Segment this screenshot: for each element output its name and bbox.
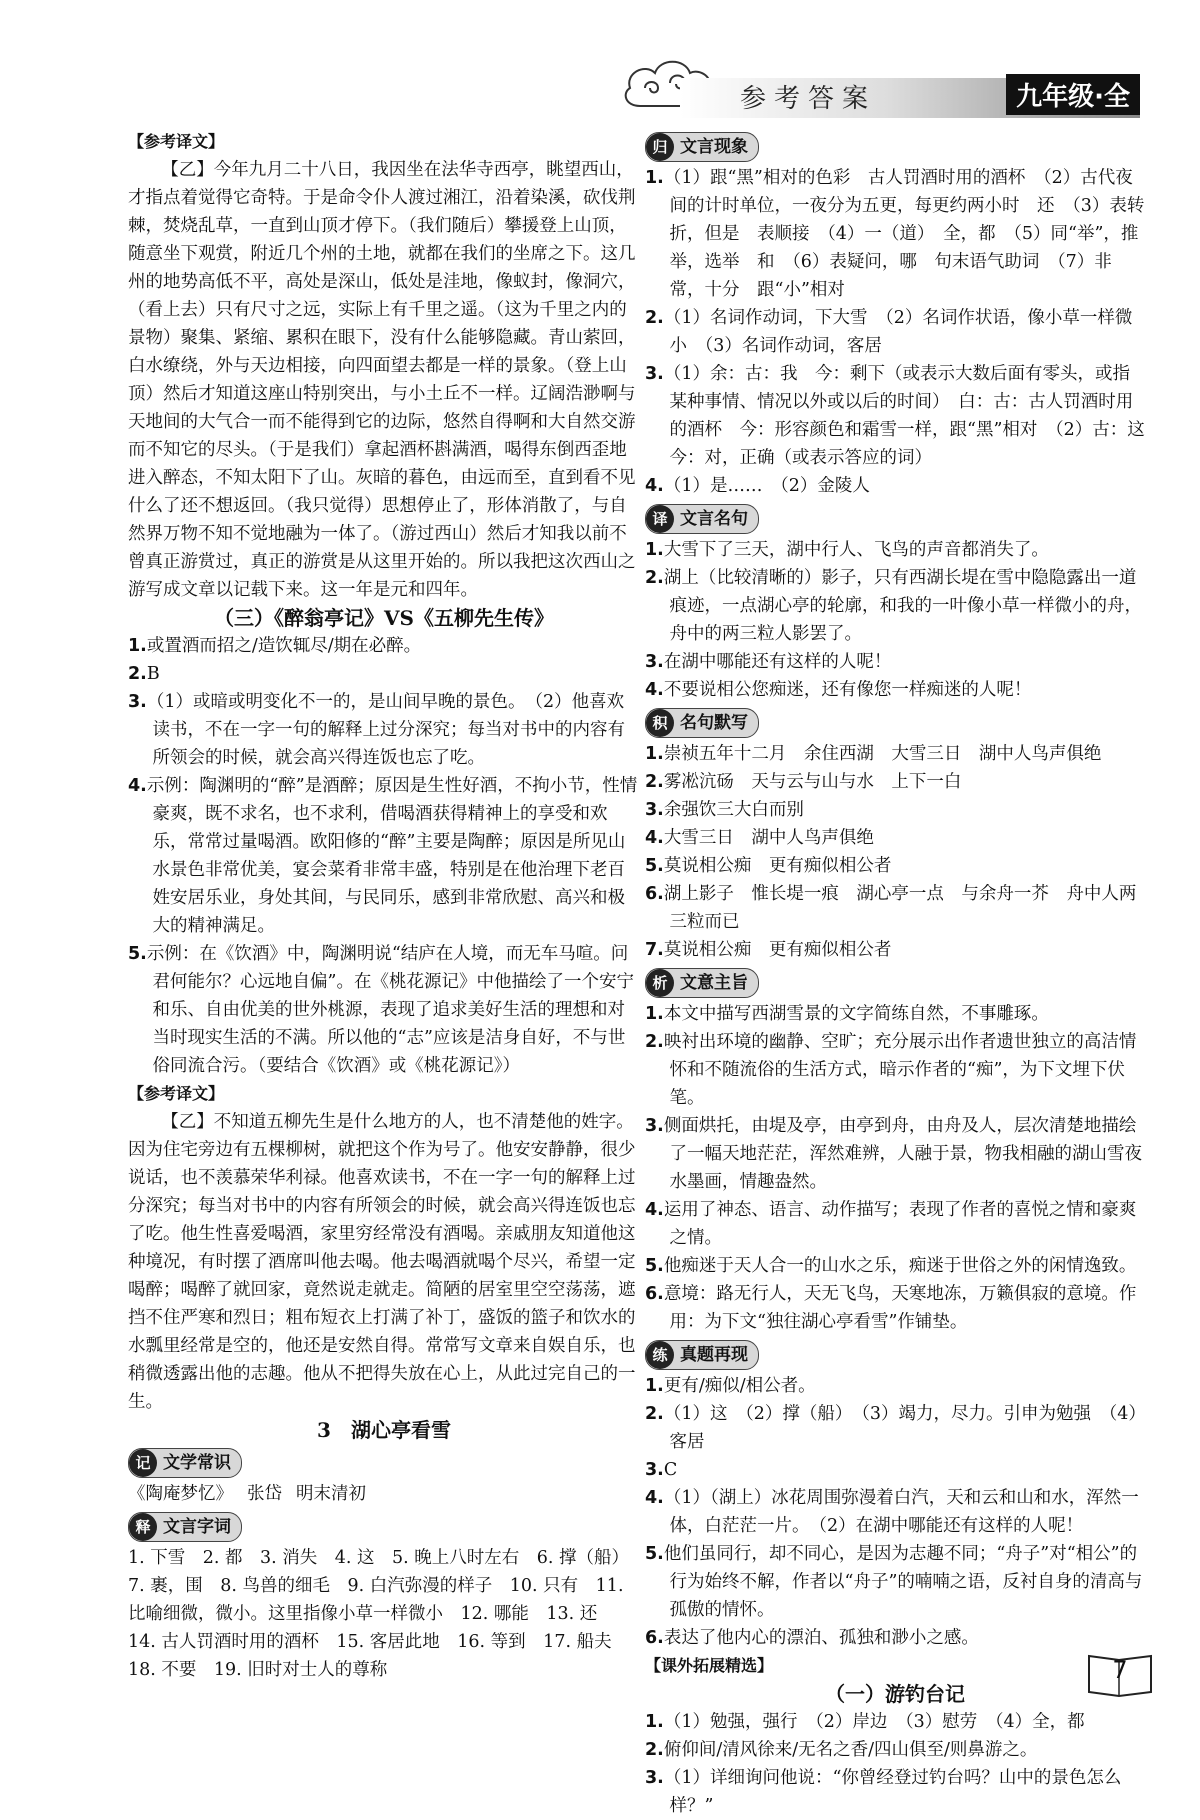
answer-item: 7.莫说相公痴 更有痴似相公者 [645,940,892,960]
answer-item: 3.（1）详细询问他说：“你曾经登过钓台吗？山中的景色怎么样？” [645,1768,1122,1816]
right-column [645,128,1163,1820]
badge-icon: 释 [129,1513,157,1541]
page-number: 7 [1085,1650,1155,1700]
answer-item: 1.或置酒而招之/造饮辄尽/期在必醉。 [128,636,422,656]
answer-list [128,632,640,1080]
translation-label: 【参考译文】 [128,132,225,151]
answer-item: 3.在湖中哪能还有这样的人呢！ [645,652,892,672]
badge-icon: 归 [646,133,674,161]
answer-item: 1.更有/痴似/相公者。 [645,1376,816,1396]
answer-item: 6.湖上影子 惟长堤一痕 湖心亭一点 与余舟一芥 舟中人两三粒而已 [645,884,1137,932]
lesson-title: 3 湖心亭看雪 [317,1418,451,1442]
answer-item: 6.表达了他内心的漂泊、孤独和渺小之感。 [645,1628,979,1648]
section-badge: 释 文言字词 [128,1512,242,1542]
left-column [128,128,640,1684]
answer-item: 4.不要说相公您痴迷，还有像您一样痴迷的人呢！ [645,680,1032,700]
section-badge: 归 文言现象 [645,132,759,162]
answer-item: 1.（1）跟“黑”相对的色彩 古人罚酒时用的酒杯 （2）古代夜间的计时单位，一夜分为五更，每更约两小时 还 （3）表转折，但是 表顺接 （4）一（道） 全，都 （5）同“举”，推举，选举 和 （6）表疑问，哪 句末语气助词 （7）非常，十分 跟“小”相对 [645,168,1145,300]
badge-icon: 积 [646,709,674,737]
answer-item: 3.（1）余：古：我 今：剩下（或表示大数后面有零头，或指某种事情、情况以外或以后的时间） 白：古：古人罚酒时用的酒杯 今：形容颜色和霜雪一样，跟“黑”相对 （2）古：这 今：对，正确（或表示答应的词） [645,364,1163,468]
answer-item: 2.（1）这 （2）撑（船） （3）竭力，尽力。引申为勉强 （4）客居 [645,1404,1138,1452]
literature-facts: 《陶庵梦忆》 张岱 明末清初 [128,1484,366,1504]
section-badge: 记 文学常识 [128,1448,242,1478]
grade-badge: 九年级·全 [1006,74,1140,115]
answer-item: 2.俯仰间/清风徐来/无名之香/四山俱至/则鼻游之。 [645,1740,1038,1760]
header-title: 参考答案 [740,84,877,114]
answer-item: 5.他痴迷于天人合一的山水之乐，痴迷于世俗之外的闲情逸致。 [645,1256,1137,1276]
section-badge: 译 文言名句 [645,504,759,534]
answer-item: 6.意境：路无行人，天无飞鸟，天寒地冻，万籁俱寂的意境。作用：为下文“独往湖心亭看雪”作铺垫。 [645,1284,1137,1332]
answer-item: 4.大雪三日 湖中人鸟声俱绝 [645,828,874,848]
translation-label: 【参考译文】 [128,1084,225,1103]
section-badge: 练 真题再现 [645,1340,759,1370]
answer-item: 5.莫说相公痴 更有痴似相公者 [645,856,892,876]
answer-item: 3.余强饮三大白而别 [645,800,804,820]
badge-icon: 析 [646,969,674,997]
answer-item: 2.映衬出环境的幽静、空旷；充分展示出作者遗世独立的高洁情怀和不随流俗的生活方式，暗示作者的“痴”，为下文埋下伏笔。 [645,1032,1137,1108]
page-header [620,48,1140,118]
badge-icon: 练 [646,1341,674,1369]
answer-item: 1.本文中描写西湖雪景的文字简练自然，不事雕琢。 [645,1004,1049,1024]
word-answers: 1. 下雪 2. 都 3. 消失 4. 这 5. 晚上八时左右 6. 撑（船） 7. 裹，围 8. 鸟兽的细毛 9. 白汽弥漫的样子 10. 只有 11. 比喻细微，微小。这里指像小草一样微小 12. 哪能 13. 还 14. 古人罚酒时用的酒杯 15. 客居此地 16. 等到 17. 船夫 18. 不要 19. 旧时对士人的尊称 [128,1548,638,1680]
answer-item: 4.运用了神态、语言、动作描写；表现了作者的喜悦之情和豪爽之情。 [645,1200,1137,1248]
answer-item: 5.示例：在《饮酒》中，陶渊明说“结庐在人境，而无车马喧。问君何能尔？心远地自偏”。在《桃花源记》中他描绘了一个安宁和乐、自由优美的世外桃源，表现了追求美好生活的理想和对当时现实生活的不满。所以他的“志”应该是洁身自好，不与世俗同流合污。（要结合《饮酒》或《桃花源记》） [128,944,634,1076]
answer-item: 1.大雪下了三天，湖中行人、飞鸟的声音都消失了。 [645,540,1049,560]
answer-item: 1.（1）勉强，强行 （2）岸边 （3）慰劳 （4）全，都 [645,1712,1085,1732]
answer-item: 4.示例：陶渊明的“醉”是酒醉；原因是生性好酒，不拘小节，性情豪爽，既不求名，也不求利，借喝酒获得精神上的享受和欢乐，常常过量喝酒。欧阳修的“醉”主要是陶醉；原因是所见山水景色非常优美，宴会菜肴非常丰盛，特别是在他治理下老百姓安居乐业，身处其间，与民同乐，感到非常欣慰、高兴和极大的精神满足。 [128,776,638,936]
section-badge: 积 名句默写 [645,708,759,738]
translation-text: 【乙】不知道五柳先生是什么地方的人，也不清楚他的姓字。因为住宅旁边有五棵柳树，就把这个作为号了。他安安静静，很少说话，也不羡慕荣华利禄。他喜欢读书，不在一字一句的解释上过分深究；每当对书中的内容有所领会的时候，就会高兴得连饭也忘了吃。他生性喜爱喝酒，家里穷经常没有酒喝。亲戚朋友知道他这种境况，有时摆了酒席叫他去喝。他去喝酒就喝个尽兴，希望一定喝醉；喝醉了就回家，竟然说走就走。简陋的居室里空空荡荡，遮挡不住严寒和烈日；粗布短衣上打满了补丁，盛饭的篮子和饮水的水瓢里经常是空的，他还是安然自得。常常写文章来自娱自乐，也稍微透露出他的志趣。他从不把得失放在心上，从此过完自己的一生。 [128,1112,636,1412]
answer-item: 3.（1）或暗或明变化不一的，是山间早晚的景色。 （2）他喜欢读书，不在一字一句的解释上过分深究；每当对书中的内容有所领会的时候，就会高兴得连饭也忘了吃。 [128,692,625,768]
answer-item: 2.B [128,664,160,684]
answer-item: 2.（1）名词作动词，下大雪 （2）名词作状语，像小草一样微小 （3）名词作动词，客居 [645,308,1133,356]
section-title: （一）游钓台记 [825,1682,965,1706]
answer-item: 1.崇祯五年十二月 余住西湖 大雪三日 湖中人鸟声俱绝 [645,744,1102,764]
answer-item: 5.他们虽同行，却不同心，是因为志趣不同；“舟子”对“相公”的行为始终不解，作者以“舟子”的喃喃之语，反衬自身的清高与孤傲的情怀。 [645,1544,1143,1620]
answer-item: 2.雾凇沆砀 天与云与山与水 上下一白 [645,772,962,792]
answer-item: 3.侧面烘托，由堤及亭，由亭到舟，由舟及人，层次清楚地描绘了一幅天地茫茫，浑然难辨，人融于景，物我相融的湖山雪夜水墨画，情趣盎然。 [645,1116,1142,1192]
section-title: （三）《醉翁亭记》VS《五柳先生传》 [214,606,554,630]
section-badge: 析 文意主旨 [645,968,759,998]
answer-item: 2.湖上（比较清晰的）影子，只有西湖长堤在雪中隐隐露出一道痕迹，一点湖心亭的轮廓，和我的一叶像小草一样微小的舟，舟中的两三粒人影罢了。 [645,568,1142,644]
answer-item: 3.C [645,1460,678,1480]
answer-item: 4.（1）是…… （2）金陵人 [645,476,870,496]
translation-text: 【乙】今年九月二十八日，我因坐在法华寺西亭，眺望西山，才指点着觉得它奇特。于是命令仆人渡过湘江，沿着染溪，砍伐荆棘，焚烧乱草，一直到山顶才停下。（我们随后）攀援登上山顶，随意坐下观赏，附近几个州的土地，就都在我们的坐席之下。这几州的地势高低不平，高处是深山，低处是洼地，像蚁封，像洞穴，（看上去）只有尺寸之远，实际上有千里之遥。（这为千里之内的景物）聚集、紧缩、累积在眼下，没有什么能够隐藏。青山萦回，白水缭绕，外与天边相接，向四面望去都是一样的景象。（登上山顶）然后才知道这座山特别突出，与小土丘不一样。辽阔浩渺啊与天地间的大气合一而不能得到它的边际，悠然自得啊和大自然交游而不知它的尽头。（于是我们）拿起酒杯斟满酒，喝得东倒西歪地进入醉态，不知太阳下了山。灰暗的暮色，由远而至，直到看不见什么了还不想返回。（我只觉得）思想停止了，形体消散了，与自然界万物不知不觉地融为一体了。（游过西山）然后才知我以前不曾真正游赏过，真正的游赏是从这里开始的。所以我把这次西山之游写成文章以记载下来。这一年是元和四年。 [128,160,636,600]
answer-item: 4.（1）（湖上）冰花周围弥漫着白汽，天和云和山和水，浑然一体，白茫茫一片。 （2）在湖中哪能还有这样的人呢！ [645,1488,1139,1536]
extension-label: 【课外拓展精选】 [645,1656,774,1675]
badge-icon: 译 [646,505,674,533]
badge-icon: 记 [129,1449,157,1477]
